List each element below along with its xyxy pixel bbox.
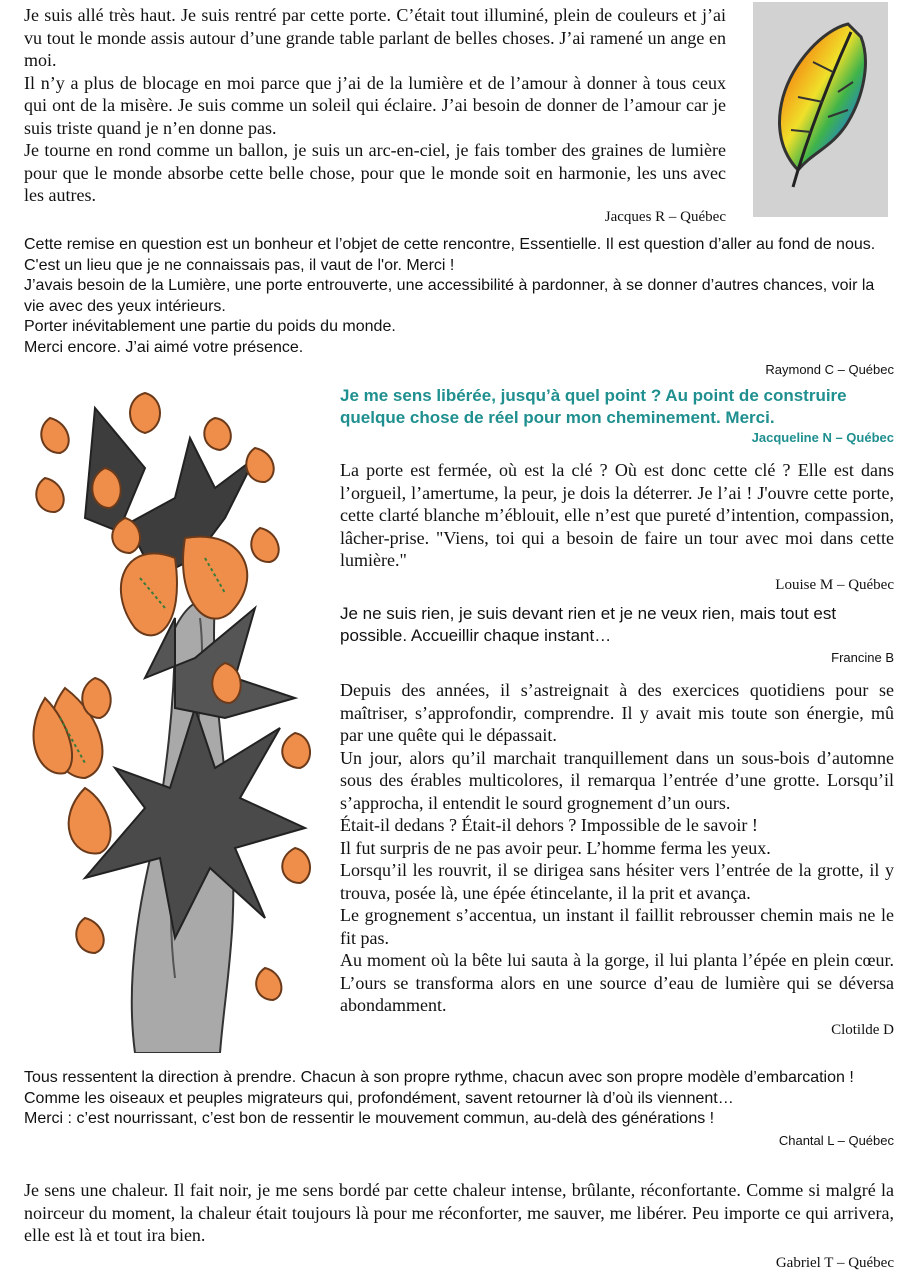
paragraph: Je tourne en rond comme un ballon, je suis un arc-en-ciel, je fais tomber des graines de lumière pour que le monde absorbe cette belle chose, pour que le monde soit en harmonie, les uns avec les autres.	[24, 140, 726, 205]
paragraph: Lorsqu’il les rouvrit, il se dirigea sans hésiter vers l’entrée de la grotte, il y trouva, posée là, une épée étincelante, il la prit et avança.	[340, 860, 894, 903]
testimony-gabriel	[24, 1179, 894, 1274]
testimony-jacqueline	[340, 385, 894, 447]
paragraph: Il n’y a plus de blocage en moi parce que j’ai de la lumière et de l’amour à donner à tous ceux qui ont de la misère. Je suis comme un soleil qui éclaire. J’ai besoin de donner de l’amour car je suis triste quand je n’en donne pas.	[24, 72, 726, 138]
paragraph: Était-il dedans ? Était-il dehors ? Impossible de le savoir !	[340, 815, 758, 835]
quote-text: La porte est fermée, où est la clé ? Où est donc cette clé ? Elle est dans l’orgueil, l’amertume, la peur, je dois la déterrer. Je l’ai ! J'ouvre cette porte, cette clarté blanche m’éblouit, elle n’est que pureté d’intention, compassion, lâcher-prise. "Viens, toi qui a besoin de faire un tour avec moi dans cette lumière."	[340, 460, 894, 570]
paragraph: Cette remise en question est un bonheur et l’objet de cette rencontre, Essentielle. Il est question d’aller au fond de nous. C'est un lieu que je ne connaissais pas, il vaut de l'or. Merci !	[24, 236, 876, 274]
tree-illustration	[25, 378, 325, 1053]
paragraph: Depuis des années, il s’astreignait à des exercices quotidiens pour se maîtriser, s’approfondir, comprendre. Il y avait mis toute son énergie, mû par une quête qui le dépassait.	[340, 680, 894, 745]
paragraph: Un jour, alors qu’il marchait tranquillement dans un sous-bois d’automne sous des érables multicolores, il remarqua l’entrée d’une grotte. Lorsqu’il s’approcha, il entendit le sourd grognement d’un ours.	[340, 747, 894, 813]
signature: Raymond C – Québec	[765, 362, 894, 377]
signature: Gabriel T – Québec	[775, 1254, 894, 1271]
testimony-francine	[340, 603, 894, 669]
quote-text: Je sens une chaleur. Il fait noir, je me sens bordé par cette chaleur intense, brûlante, réconfortante. Comme si malgré la noirceur du moment, la chaleur était toujours là pour me réconforter, me sauver, me libérer. Peu importe ce qui arrivera, elle est là et tout ira bien.	[24, 1180, 894, 1245]
testimony-clotilde	[340, 679, 894, 1041]
paragraph: Tous ressentent la direction à prendre. Chacun à son propre rythme, chacun avec son propre modèle d’embarcation !	[24, 1069, 854, 1086]
testimony-louise	[340, 459, 894, 596]
paragraph: Porter inévitablement une partie du poids du monde.	[24, 318, 396, 335]
testimony-raymond	[24, 235, 894, 380]
signature: Jacques R – Québec	[604, 208, 726, 225]
signature: Louise M – Québec	[775, 576, 894, 593]
signature: Chantal L – Québec	[778, 1132, 894, 1148]
signature: Clotilde D	[831, 1021, 894, 1038]
signature: Francine B	[831, 650, 894, 665]
paragraph: Comme les oiseaux et peuples migrateurs qui, profondément, savent retourner là d’où ils viennent…	[24, 1089, 734, 1107]
signature: Jacqueline N – Québec	[751, 430, 894, 445]
paragraph: Il fut surpris de ne pas avoir peur. L’homme ferma les yeux.	[340, 837, 771, 858]
rainbow-leaf-illustration	[753, 2, 888, 217]
testimony-chantal	[24, 1068, 894, 1151]
testimony-jacques	[24, 4, 726, 227]
paragraph: J’avais besoin de la Lumière, une porte entrouverte, une accessibilité à pardonner, à se donner d’autres chances, voir la vie avec des yeux intérieurs.	[24, 277, 875, 315]
paragraph: Merci : c’est nourrissant, c’est bon de ressentir le mouvement commun, au-delà des générations !	[24, 1110, 715, 1127]
quote-text: Je me sens libérée, jusqu’à quel point ? Au point de construire quelque chose de réel pour mon cheminement. Merci.	[340, 386, 847, 427]
paragraph: Le grognement s’accentua, un instant il faillit rebrousser chemin mais ne le fit pas.	[340, 905, 894, 948]
paragraph: Merci encore. J’ai aimé votre présence.	[24, 338, 304, 356]
paragraph: Au moment où la bête lui sauta à la gorge, il lui planta l’épée en plein cœur. L’ours se transforma alors en une source d’eau de lumière qui se déversa abondamment.	[340, 950, 894, 1015]
paragraph: Je suis allé très haut. Je suis rentré par cette porte. C’était tout illuminé, plein de couleurs et j’ai vu tout le monde assis autour d’une grande table parlant de belles choses. J’ai ramené un ange en moi.	[24, 5, 726, 70]
quote-text: Je ne suis rien, je suis devant rien et je ne veux rien, mais tout est possible. Accueillir chaque instant…	[340, 604, 837, 645]
